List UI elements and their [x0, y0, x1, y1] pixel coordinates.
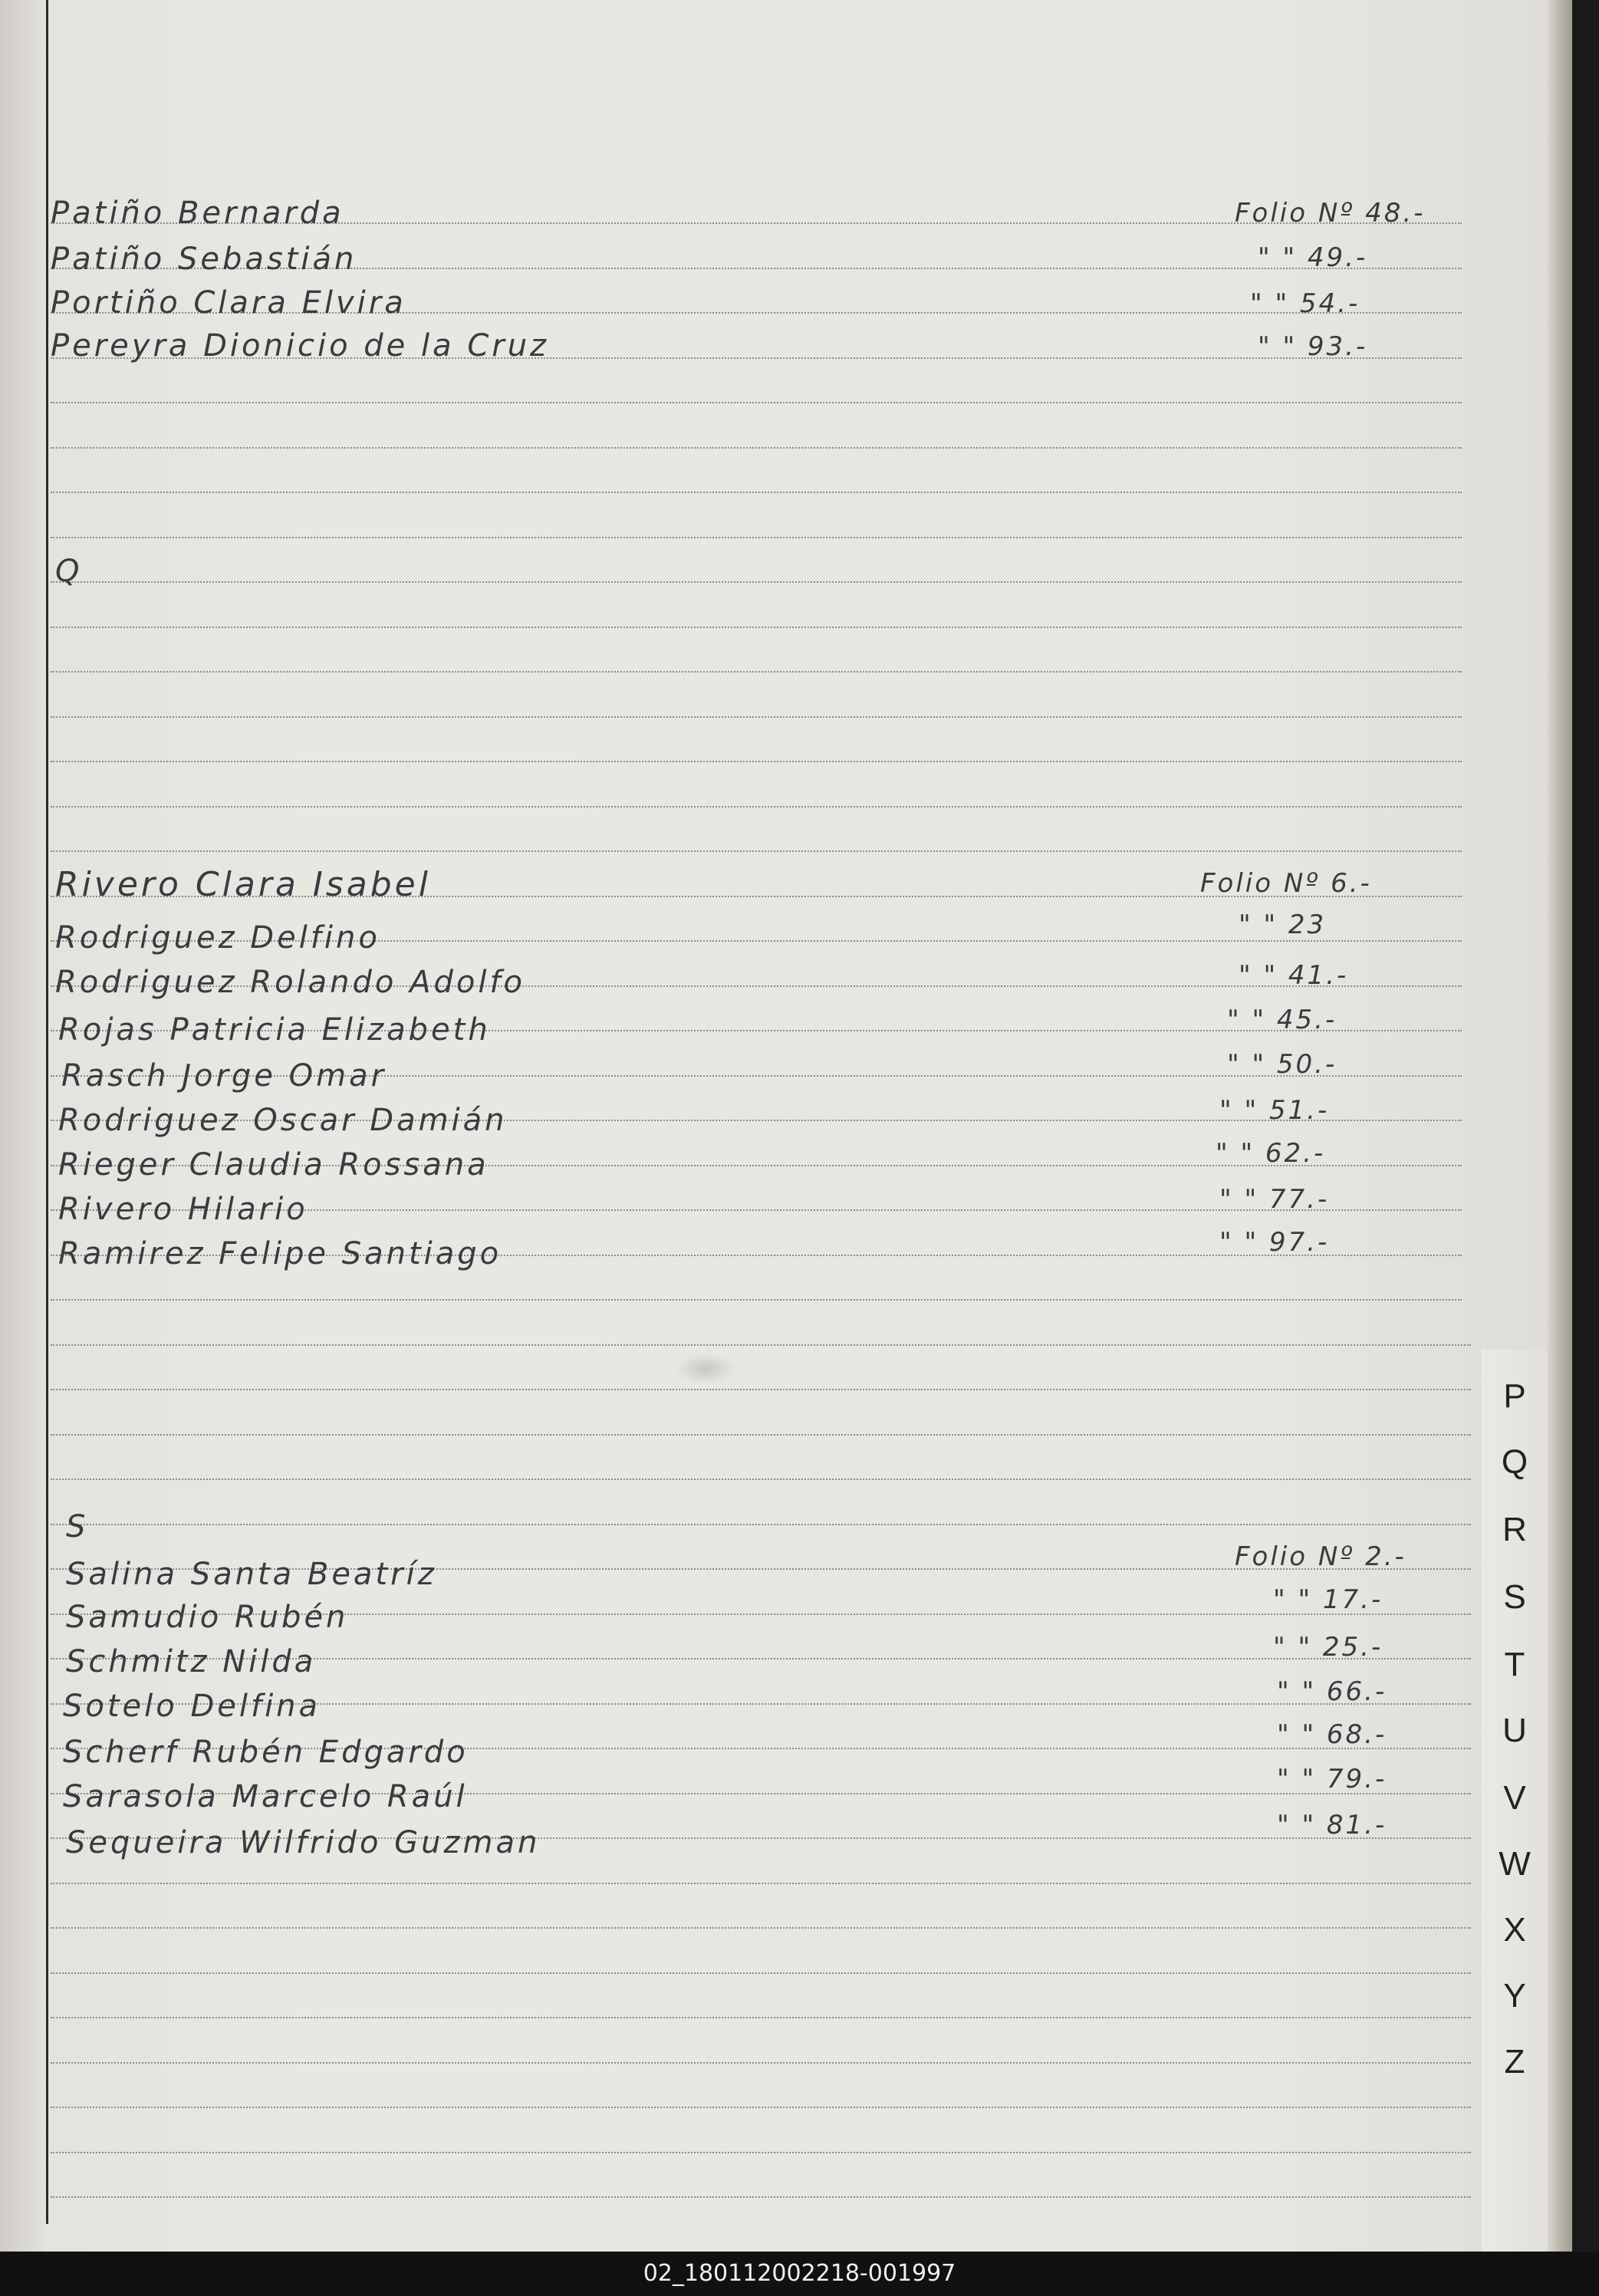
ruled-line [51, 1972, 1471, 1974]
ruled-line [51, 2017, 1471, 2018]
index-tab-w[interactable]: W [1499, 1845, 1531, 1883]
entry-name: Salina Santa Beatríz [66, 1557, 437, 1592]
ruled-line [51, 1344, 1471, 1346]
ruled-line [51, 850, 1462, 852]
index-tab-y[interactable]: Y [1503, 1977, 1526, 2015]
entry-folio: " " 97.- [1219, 1227, 1330, 1258]
entry-name: Pereyra Dionicio de la Cruz [51, 328, 550, 363]
entry-folio: " " 49.- [1258, 242, 1368, 273]
entry-folio: " " 41.- [1239, 960, 1349, 991]
index-tab-z[interactable]: Z [1504, 2043, 1525, 2081]
entry-folio: " " 54.- [1250, 288, 1360, 319]
entry-folio: " " 66.- [1277, 1676, 1387, 1707]
entry-name: Sotelo Delfina [63, 1689, 321, 1724]
entry-name: Rodriguez Delfino [55, 920, 380, 956]
ruled-line [51, 2107, 1471, 2108]
entry-name: Rivero Clara Isabel [55, 865, 431, 904]
ruled-line [51, 447, 1462, 449]
entry-folio: " " 51.- [1219, 1095, 1330, 1126]
entry-folio: Folio Nº 6.- [1200, 868, 1372, 899]
entry-folio: " " 62.- [1216, 1138, 1326, 1169]
entry-folio: Folio Nº 2.- [1235, 1541, 1407, 1572]
ruled-line [51, 1479, 1471, 1480]
page-binding [0, 0, 44, 2252]
entry-folio: " " 50.- [1227, 1049, 1337, 1080]
entry-name: Samudio Rubén [66, 1600, 349, 1635]
entry-name: Portiño Clara Elvira [51, 285, 406, 321]
entry-folio: " " 23 [1239, 910, 1327, 940]
index-tab-r[interactable]: R [1502, 1511, 1527, 1548]
entry-folio: " " 77.- [1219, 1184, 1330, 1215]
entry-name: Rasch Jorge Omar [61, 1058, 387, 1094]
index-tab-x[interactable]: X [1503, 1911, 1526, 1949]
entry-folio: " " 25.- [1273, 1632, 1383, 1663]
ruled-line [51, 402, 1462, 403]
index-tab-u[interactable]: U [1502, 1712, 1527, 1749]
ruled-line [51, 537, 1462, 538]
ruled-line [51, 581, 1462, 583]
entry-folio: " " 45.- [1227, 1005, 1337, 1035]
index-tab-t[interactable]: T [1504, 1646, 1525, 1683]
ruled-line [51, 1883, 1471, 1884]
index-tab-p[interactable]: P [1503, 1377, 1526, 1415]
index-tab-v[interactable]: V [1503, 1779, 1526, 1817]
ruled-line [51, 1524, 1471, 1525]
section-letter-s: S [66, 1509, 89, 1544]
page-edge [1548, 0, 1572, 2252]
entry-name: Rodriguez Oscar Damián [58, 1103, 508, 1138]
entry-folio: " " 68.- [1277, 1719, 1387, 1750]
entry-name: Rivero Hilario [58, 1192, 308, 1227]
entry-name: Schmitz Nilda [66, 1644, 317, 1679]
ruled-line [51, 2152, 1471, 2153]
margin-line [46, 0, 48, 2224]
ruled-line [51, 627, 1462, 628]
smudge [675, 1354, 736, 1384]
ruled-line [51, 761, 1462, 762]
entry-folio: " " 17.- [1273, 1584, 1383, 1615]
entry-folio: Folio Nº 48.- [1235, 198, 1426, 229]
entry-name: Rojas Patricia Elizabeth [58, 1012, 491, 1048]
ruled-line [51, 716, 1462, 718]
ruled-line [51, 806, 1462, 808]
entry-folio: " " 81.- [1277, 1810, 1387, 1840]
ruled-line [51, 671, 1462, 673]
entry-name: Ramirez Felipe Santiago [58, 1236, 502, 1271]
entry-name: Patiño Bernarda [51, 196, 344, 231]
ruled-line [51, 2062, 1471, 2064]
entry-name: Sequeira Wilfrido Guzman [66, 1825, 541, 1860]
section-letter-q: Q [55, 554, 83, 589]
index-tab-s[interactable]: S [1503, 1578, 1526, 1616]
entry-name: Sarasola Marcelo Raúl [63, 1779, 468, 1814]
image-footer-id: 02_180112002218-001997 [0, 2252, 1599, 2296]
ruled-line [51, 2196, 1471, 2198]
index-tab-q[interactable]: Q [1501, 1443, 1528, 1481]
ruled-line [51, 1389, 1471, 1390]
entry-folio: " " 79.- [1277, 1764, 1387, 1794]
ruled-line [51, 1927, 1471, 1929]
ruled-line [51, 492, 1462, 493]
entry-folio: " " 93.- [1258, 331, 1368, 362]
ruled-line [51, 1299, 1462, 1301]
ruled-line [51, 1434, 1471, 1436]
entry-name: Scherf Rubén Edgardo [63, 1735, 469, 1770]
entry-name: Rieger Claudia Rossana [58, 1147, 489, 1183]
entry-name: Rodriguez Rolando Adolfo [55, 965, 525, 1000]
entry-name: Patiño Sebastián [51, 242, 357, 277]
